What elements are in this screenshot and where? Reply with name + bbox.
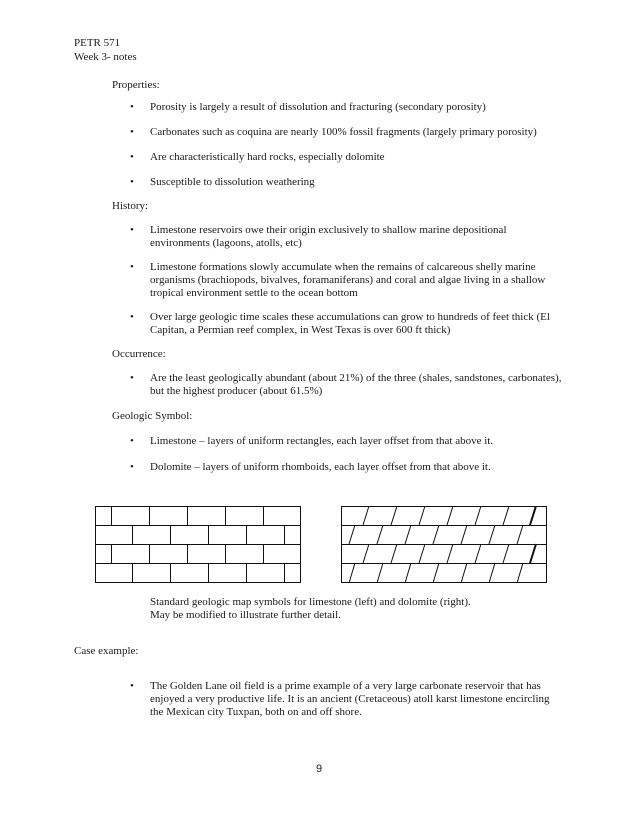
bullet-text: Are the least geologically abundant (about 21%) of the three (shales, sandstones, carbonates), but the highest producer (about 61.5%) — [150, 372, 562, 398]
bullet-text: Dolomite – layers of uniform rhomboids, each layer offset from that above it. — [150, 461, 491, 473]
bullet-icon: • — [130, 176, 134, 188]
figure-caption: Standard geologic map symbols for limestone (left) and dolomite (right). May be modified to illustrate further detail. — [150, 596, 471, 622]
bullet-text: Are characteristically hard rocks, especially dolomite — [150, 151, 385, 163]
bullet-text: Limestone formations slowly accumulate when the remains of calcareous shelly marine organisms (brachiopods, bivalves, foramaniferans) and coral and algae living in a shallow tropical environment settle to the ocean bottom — [150, 261, 546, 300]
section-heading-case: Case example: — [74, 645, 139, 657]
bullet-icon: • — [130, 126, 134, 138]
bullet-icon: • — [130, 261, 134, 273]
bullet-text: Limestone reservoirs owe their origin exclusively to shallow marine depositional environments (lagoons, atolls, etc) — [150, 224, 507, 250]
section-heading-history: History: — [112, 200, 149, 212]
section-heading-properties: Properties: — [112, 79, 160, 91]
dolomite-symbol — [341, 506, 547, 583]
limestone-symbol — [95, 506, 301, 583]
bullet-text: Susceptible to dissolution weathering — [150, 176, 315, 188]
bullet-text: Limestone – layers of uniform rectangles, each layer offset from that above it. — [150, 435, 494, 447]
bullet-icon: • — [130, 151, 134, 163]
bullet-icon: • — [130, 224, 134, 236]
bullet-icon: • — [130, 372, 134, 384]
section-heading-occurrence: Occurrence: — [112, 348, 166, 360]
week-label: Week 3- notes — [74, 51, 137, 63]
course-code: PETR 571 — [74, 37, 121, 49]
bullet-text: Porosity is largely a result of dissolution and fracturing (secondary porosity) — [150, 101, 486, 113]
bullet-icon: • — [130, 461, 134, 473]
section-heading-symbol: Geologic Symbol: — [112, 410, 193, 422]
bullet-text: Over large geologic time scales these accumulations can grow to hundreds of feet thick (El Capitan, a Permian reef complex, in West Texas is over 600 ft thick) — [150, 311, 550, 337]
bullet-icon: • — [130, 311, 134, 323]
bullet-text: Carbonates such as coquina are nearly 100% fossil fragments (largely primary porosity) — [150, 126, 537, 138]
bullet-text: The Golden Lane oil field is a prime example of a very large carbonate reservoir that has enjoyed a very productive life. It is an ancient (Cretaceous) atoll karst limestone encircling the Mexican city Tuxpan, both on and off shore. — [150, 680, 550, 719]
page-number: 9 — [315, 763, 323, 775]
bullet-icon: • — [130, 435, 134, 447]
bullet-icon: • — [130, 680, 134, 692]
bullet-icon: • — [130, 101, 134, 113]
